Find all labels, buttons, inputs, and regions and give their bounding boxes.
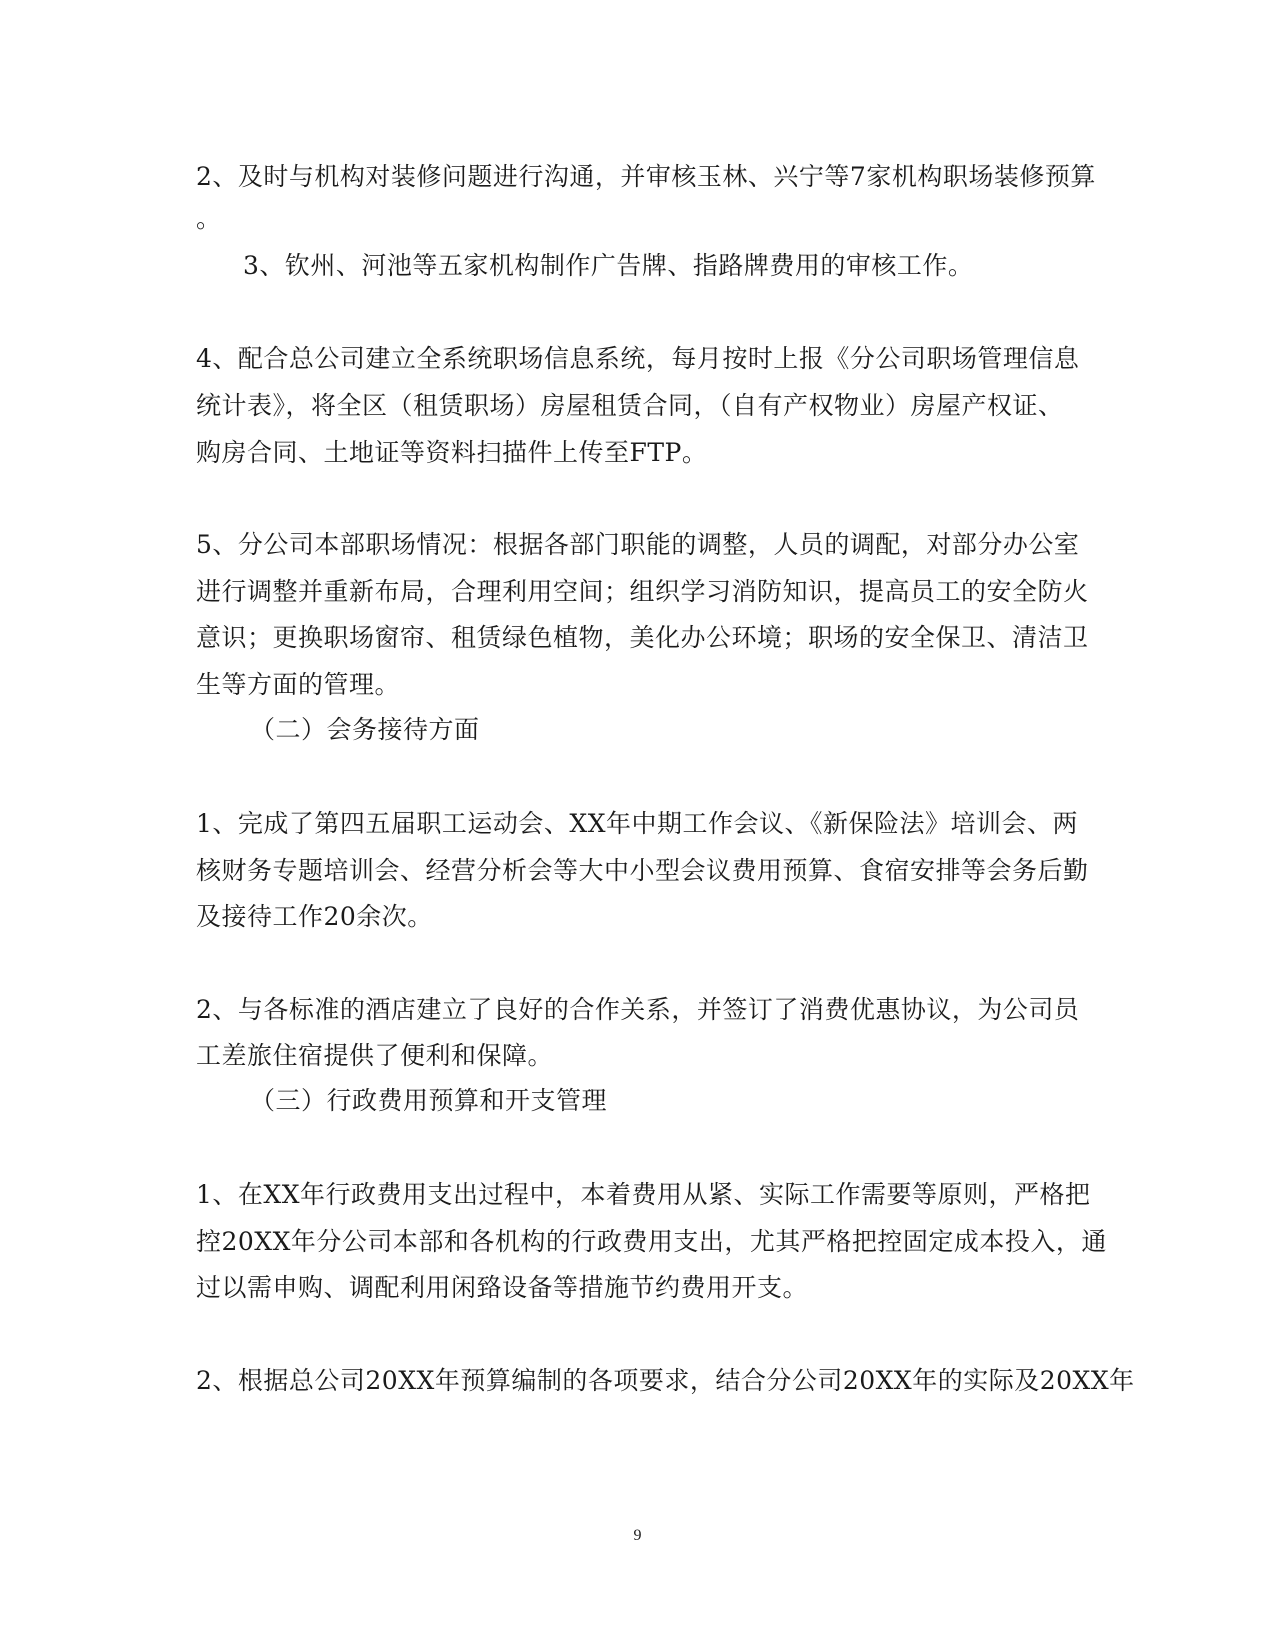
paragraph-line: 及接待工作20余次。 (196, 902, 433, 931)
page-number: 9 (633, 1527, 642, 1544)
paragraph-line: 4、配合总公司建立全系统职场信息系统，每月按时上报《分公司职场管理信息 (196, 344, 1080, 373)
paragraph-line: 生等方面的管理。 (196, 670, 401, 699)
paragraph-line: 1、在XX年行政费用支出过程中，本着费用从紧、实际工作需要等原则，严格把 (196, 1180, 1091, 1209)
paragraph-line: 2、与各标准的酒店建立了良好的合作关系，并签订了消费优惠协议，为公司员 (196, 995, 1080, 1024)
paragraph-line: 核财务专题培训会、经营分析会等大中小型会议费用预算、食宿安排等会务后勤 (196, 856, 1089, 885)
paragraph-line: 。 (196, 204, 222, 233)
paragraph-line: 5、分公司本部职场情况：根据各部门职能的调整，人员的调配，对部分办公室 (196, 530, 1080, 559)
section-heading: （二）会务接待方面 (250, 715, 480, 744)
paragraph-line: 购房合同、土地证等资料扫描件上传至FTP。 (196, 438, 708, 467)
section-heading: （三）行政费用预算和开支管理 (250, 1086, 608, 1115)
paragraph-line: 2、根据总公司20XX年预算编制的各项要求，结合分公司20XX年的实际及20XX年 (196, 1366, 1135, 1395)
paragraph-line: 意识；更换职场窗帘、租赁绿色植物，美化办公环境；职场的安全保卫、清洁卫 (196, 623, 1089, 652)
paragraph-line: 统计表》，将全区（租赁职场）房屋租赁合同，（自有产权物业）房屋产权证、 (196, 391, 1064, 420)
paragraph-line: 3、钦州、河池等五家机构制作广告牌、指路牌费用的审核工作。 (243, 251, 974, 280)
paragraph-line: 过以需申购、调配利用闲臵设备等措施节约费用开支。 (196, 1273, 809, 1302)
paragraph-line: 控20XX年分公司本部和各机构的行政费用支出，尤其严格把控固定成本投入，通 (196, 1227, 1107, 1256)
paragraph-line: 2、及时与机构对装修问题进行沟通，并审核玉林、兴宁等7家机构职场装修预算 (196, 162, 1096, 191)
paragraph-line: 1、完成了第四五届职工运动会、XX年中期工作会议、《新保险法》培训会、两 (196, 809, 1079, 838)
paragraph-line: 进行调整并重新布局，合理利用空间；组织学习消防知识，提高员工的安全防火 (196, 577, 1089, 606)
paragraph-line: 工差旅住宿提供了便利和保障。 (196, 1041, 554, 1070)
